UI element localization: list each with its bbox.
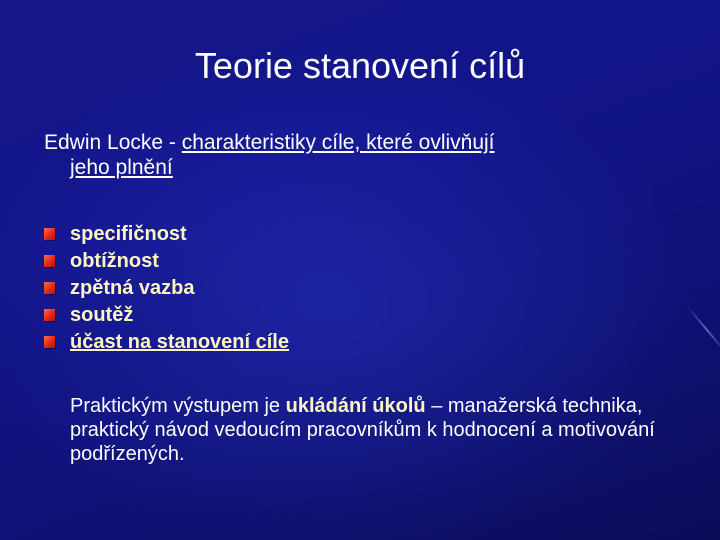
summary-text-before: Praktickým výstupem je xyxy=(70,395,286,417)
bullet-square-icon xyxy=(44,228,55,240)
intro-link-part2[interactable]: jeho plnění xyxy=(70,156,173,179)
bullet-item xyxy=(44,248,289,275)
intro-link-part1[interactable]: charakteristiky cíle, které ovlivňují xyxy=(181,131,495,154)
bullet-item xyxy=(44,302,289,329)
bullet-label: obtížnost xyxy=(70,250,159,272)
bullet-square-icon xyxy=(44,282,55,294)
summary-text-after: – manažerská technika, praktický návod vedoucím pracovníkům k hodnocení a motivování podřízených. xyxy=(70,395,655,465)
bullet-item xyxy=(44,329,289,356)
bullet-item xyxy=(44,221,289,248)
bullet-label: specifičnost xyxy=(70,223,187,245)
bullet-label: účast na stanovení cíle xyxy=(70,331,289,353)
bullet-square-icon xyxy=(44,255,55,267)
intro-lead: Edwin Locke - xyxy=(44,131,182,154)
slide-title: Teorie stanovení cílů xyxy=(194,45,526,86)
summary-paragraph xyxy=(70,394,690,466)
bullet-item xyxy=(44,275,289,302)
bullet-square-icon xyxy=(44,336,55,348)
bullet-label: soutěž xyxy=(70,304,134,326)
summary-highlight: ukládání úkolů xyxy=(285,395,426,417)
intro-text xyxy=(44,130,684,180)
bullet-label: zpětná vazba xyxy=(70,277,195,299)
background-streak xyxy=(687,306,720,353)
bullet-list xyxy=(44,221,289,356)
bullet-square-icon xyxy=(44,309,55,321)
